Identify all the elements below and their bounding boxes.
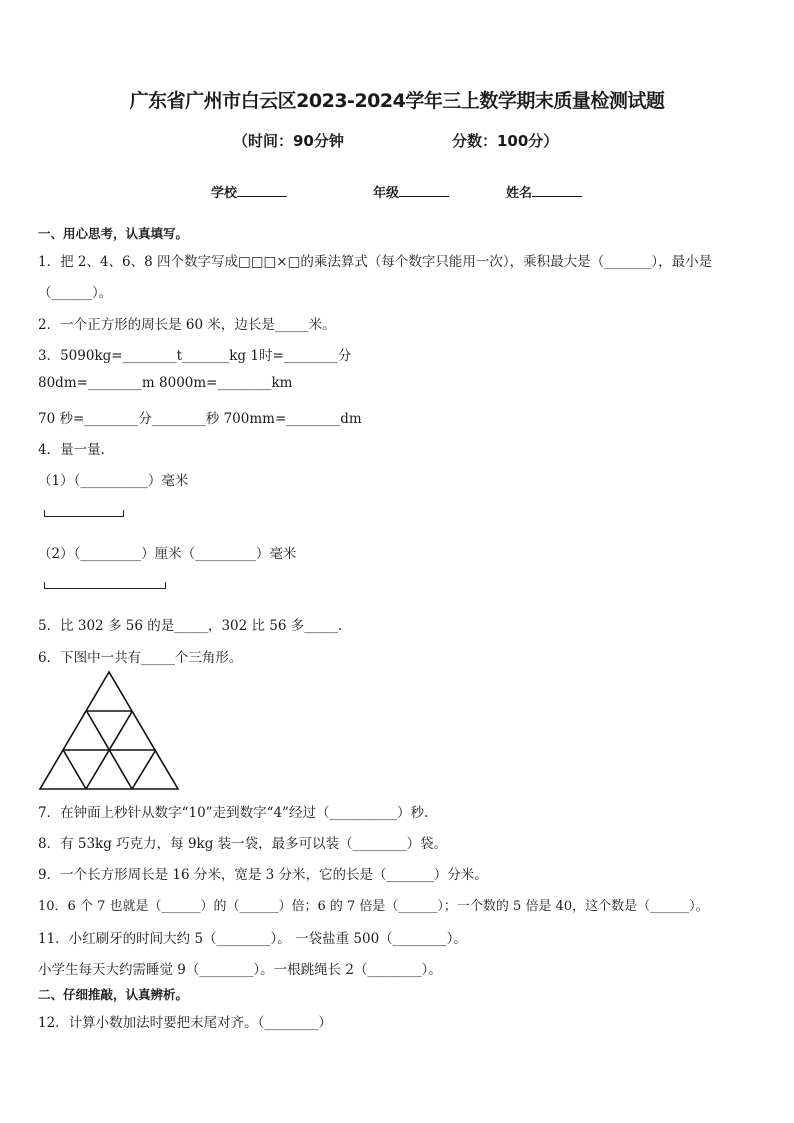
question-10: 10．6 个 7 也就是（______）的（______）倍；6 的 7 倍是（______）；一个数的 5 倍是 40，这个数是（______）。 <box>38 899 709 914</box>
question-5: 5．比 302 多 56 的是_____，302 比 56 多_____. <box>38 618 343 634</box>
exam-time: （时间：90分钟 <box>233 132 344 150</box>
section-1-heading: 一、用心思考，认真填写。 <box>38 226 189 241</box>
section-2-heading: 二、仔细推敲，认真辨析。 <box>38 987 189 1002</box>
question-1-line-2: （______）。 <box>38 285 113 301</box>
question-3-line-2: 80dm=________m 8000m=________km <box>38 375 293 391</box>
question-4: 4．量一量. <box>38 442 105 458</box>
question-11-line-1: 11．小红刷牙的时间大约 5（________）。 一袋盐重 500（________）。 <box>38 931 467 947</box>
name-field[interactable] <box>506 182 582 201</box>
question-4-part-1: （1）（__________）毫米 <box>38 473 189 489</box>
grade-field[interactable] <box>373 182 449 201</box>
outer-triangle <box>40 672 178 789</box>
question-8: 8．有 53kg 巧克力，每 9kg 装一袋，最多可以装（________）袋。 <box>38 836 448 852</box>
question-3-line-3: 70 秒=________分________秒 700mm=________dm <box>38 411 362 427</box>
question-4-part-2: （2）（_________）厘米（_________）毫米 <box>38 546 297 562</box>
question-1-line-1: 1．把 2、4、6、8 四个数字写成□□□×□的乘法算式（每个数字只能用一次），乘积最大是（_______），最小是 <box>38 254 713 270</box>
question-11-line-2: 小学生每天大约需睡觉 9（________）。一根跳绳长 2（________）。 <box>38 962 442 978</box>
question-7: 7．在钟面上秒针从数字“10”走到数字“4”经过（__________）秒. <box>38 805 429 821</box>
grade-blank[interactable] <box>399 184 449 197</box>
question-3-line-1: 3．5090kg=________t_______kg 1时=________分 <box>38 348 352 364</box>
measure-segment-1 <box>44 510 124 517</box>
exam-score: 分数：100分） <box>452 132 559 150</box>
diag-line-2 <box>63 750 86 789</box>
question-6: 6．下图中一共有_____个三角形。 <box>38 650 243 666</box>
name-blank[interactable] <box>532 184 582 197</box>
school-label: 学校 <box>211 186 238 201</box>
page-title: 广东省广州市白云区2023-2024学年三上数学期末质量检测试题 <box>129 90 665 112</box>
question-9: 9．一个长方形周长是 16 分米，宽是 3 分米，它的长是（_______）分米。 <box>38 867 488 883</box>
school-field[interactable] <box>211 182 287 201</box>
school-blank[interactable] <box>237 184 287 197</box>
name-label: 姓名 <box>506 186 533 201</box>
diag-line-4 <box>132 750 156 789</box>
question-12: 12．计算小数加法时要把末尾对齐。（________） <box>38 1015 332 1031</box>
measure-segment-2 <box>44 582 166 589</box>
grade-label: 年级 <box>373 186 400 201</box>
question-2: 2．一个正方形的周长是 60 米，边长是_____米。 <box>38 317 336 333</box>
triangle-figure <box>38 670 180 792</box>
